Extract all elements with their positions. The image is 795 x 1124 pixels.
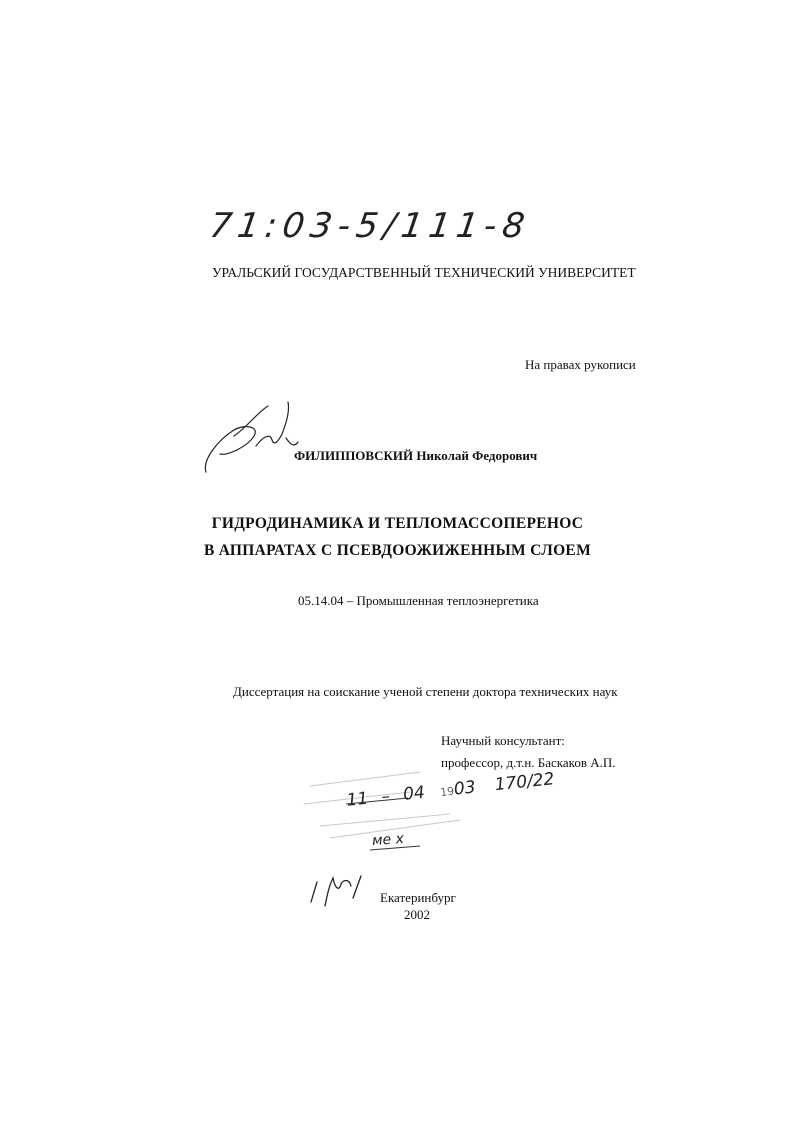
author-signature bbox=[198, 398, 308, 478]
stamp-day: 11 bbox=[345, 788, 370, 811]
university-name: УРАЛЬСКИЙ ГОСУДАРСТВЕННЫЙ ТЕХНИЧЕСКИЙ УНИВЕРСИТЕТ bbox=[212, 265, 636, 280]
city: Екатеринбург bbox=[380, 890, 456, 905]
dissertation-title-line-1: ГИДРОДИНАМИКА И ТЕПЛОМАССОПЕРЕНОС bbox=[211, 515, 584, 532]
advisor-label: Научный консультант: bbox=[441, 733, 565, 748]
author-given-names: Николай Федорович bbox=[416, 448, 538, 463]
publication-year: 2002 bbox=[404, 907, 430, 922]
stamp-year-prefix: 19 bbox=[439, 784, 455, 800]
archive-signature bbox=[305, 872, 375, 912]
dissertation-title-line-2: В АППАРАТАХ С ПСЕВДООЖИЖЕННЫМ СЛОЕМ bbox=[203, 542, 592, 559]
dissertation-type: Диссертация на соискание ученой степени доктора технических наук bbox=[233, 684, 618, 699]
manuscript-rights: На правах рукописи bbox=[525, 357, 636, 372]
stamp-initials: ме х bbox=[371, 830, 405, 850]
author-surname: ФИЛИППОВСКИЙ bbox=[294, 448, 414, 463]
stamp-year: 03 bbox=[452, 777, 477, 800]
author-name bbox=[294, 448, 537, 464]
stamp-month: 04 bbox=[402, 782, 426, 805]
stamp-number: 170/22 bbox=[493, 769, 556, 796]
advisor-name: профессор, д.т.н. Баскаков А.П. bbox=[441, 755, 616, 770]
stamp-date: 11 – 04 1903 170/22 bbox=[345, 769, 556, 811]
specialty: 05.14.04 – Промышленная теплоэнергетика bbox=[298, 593, 539, 608]
archive-code: 71:03-5/111-8 bbox=[207, 206, 533, 246]
stamp-underlines bbox=[300, 758, 530, 868]
